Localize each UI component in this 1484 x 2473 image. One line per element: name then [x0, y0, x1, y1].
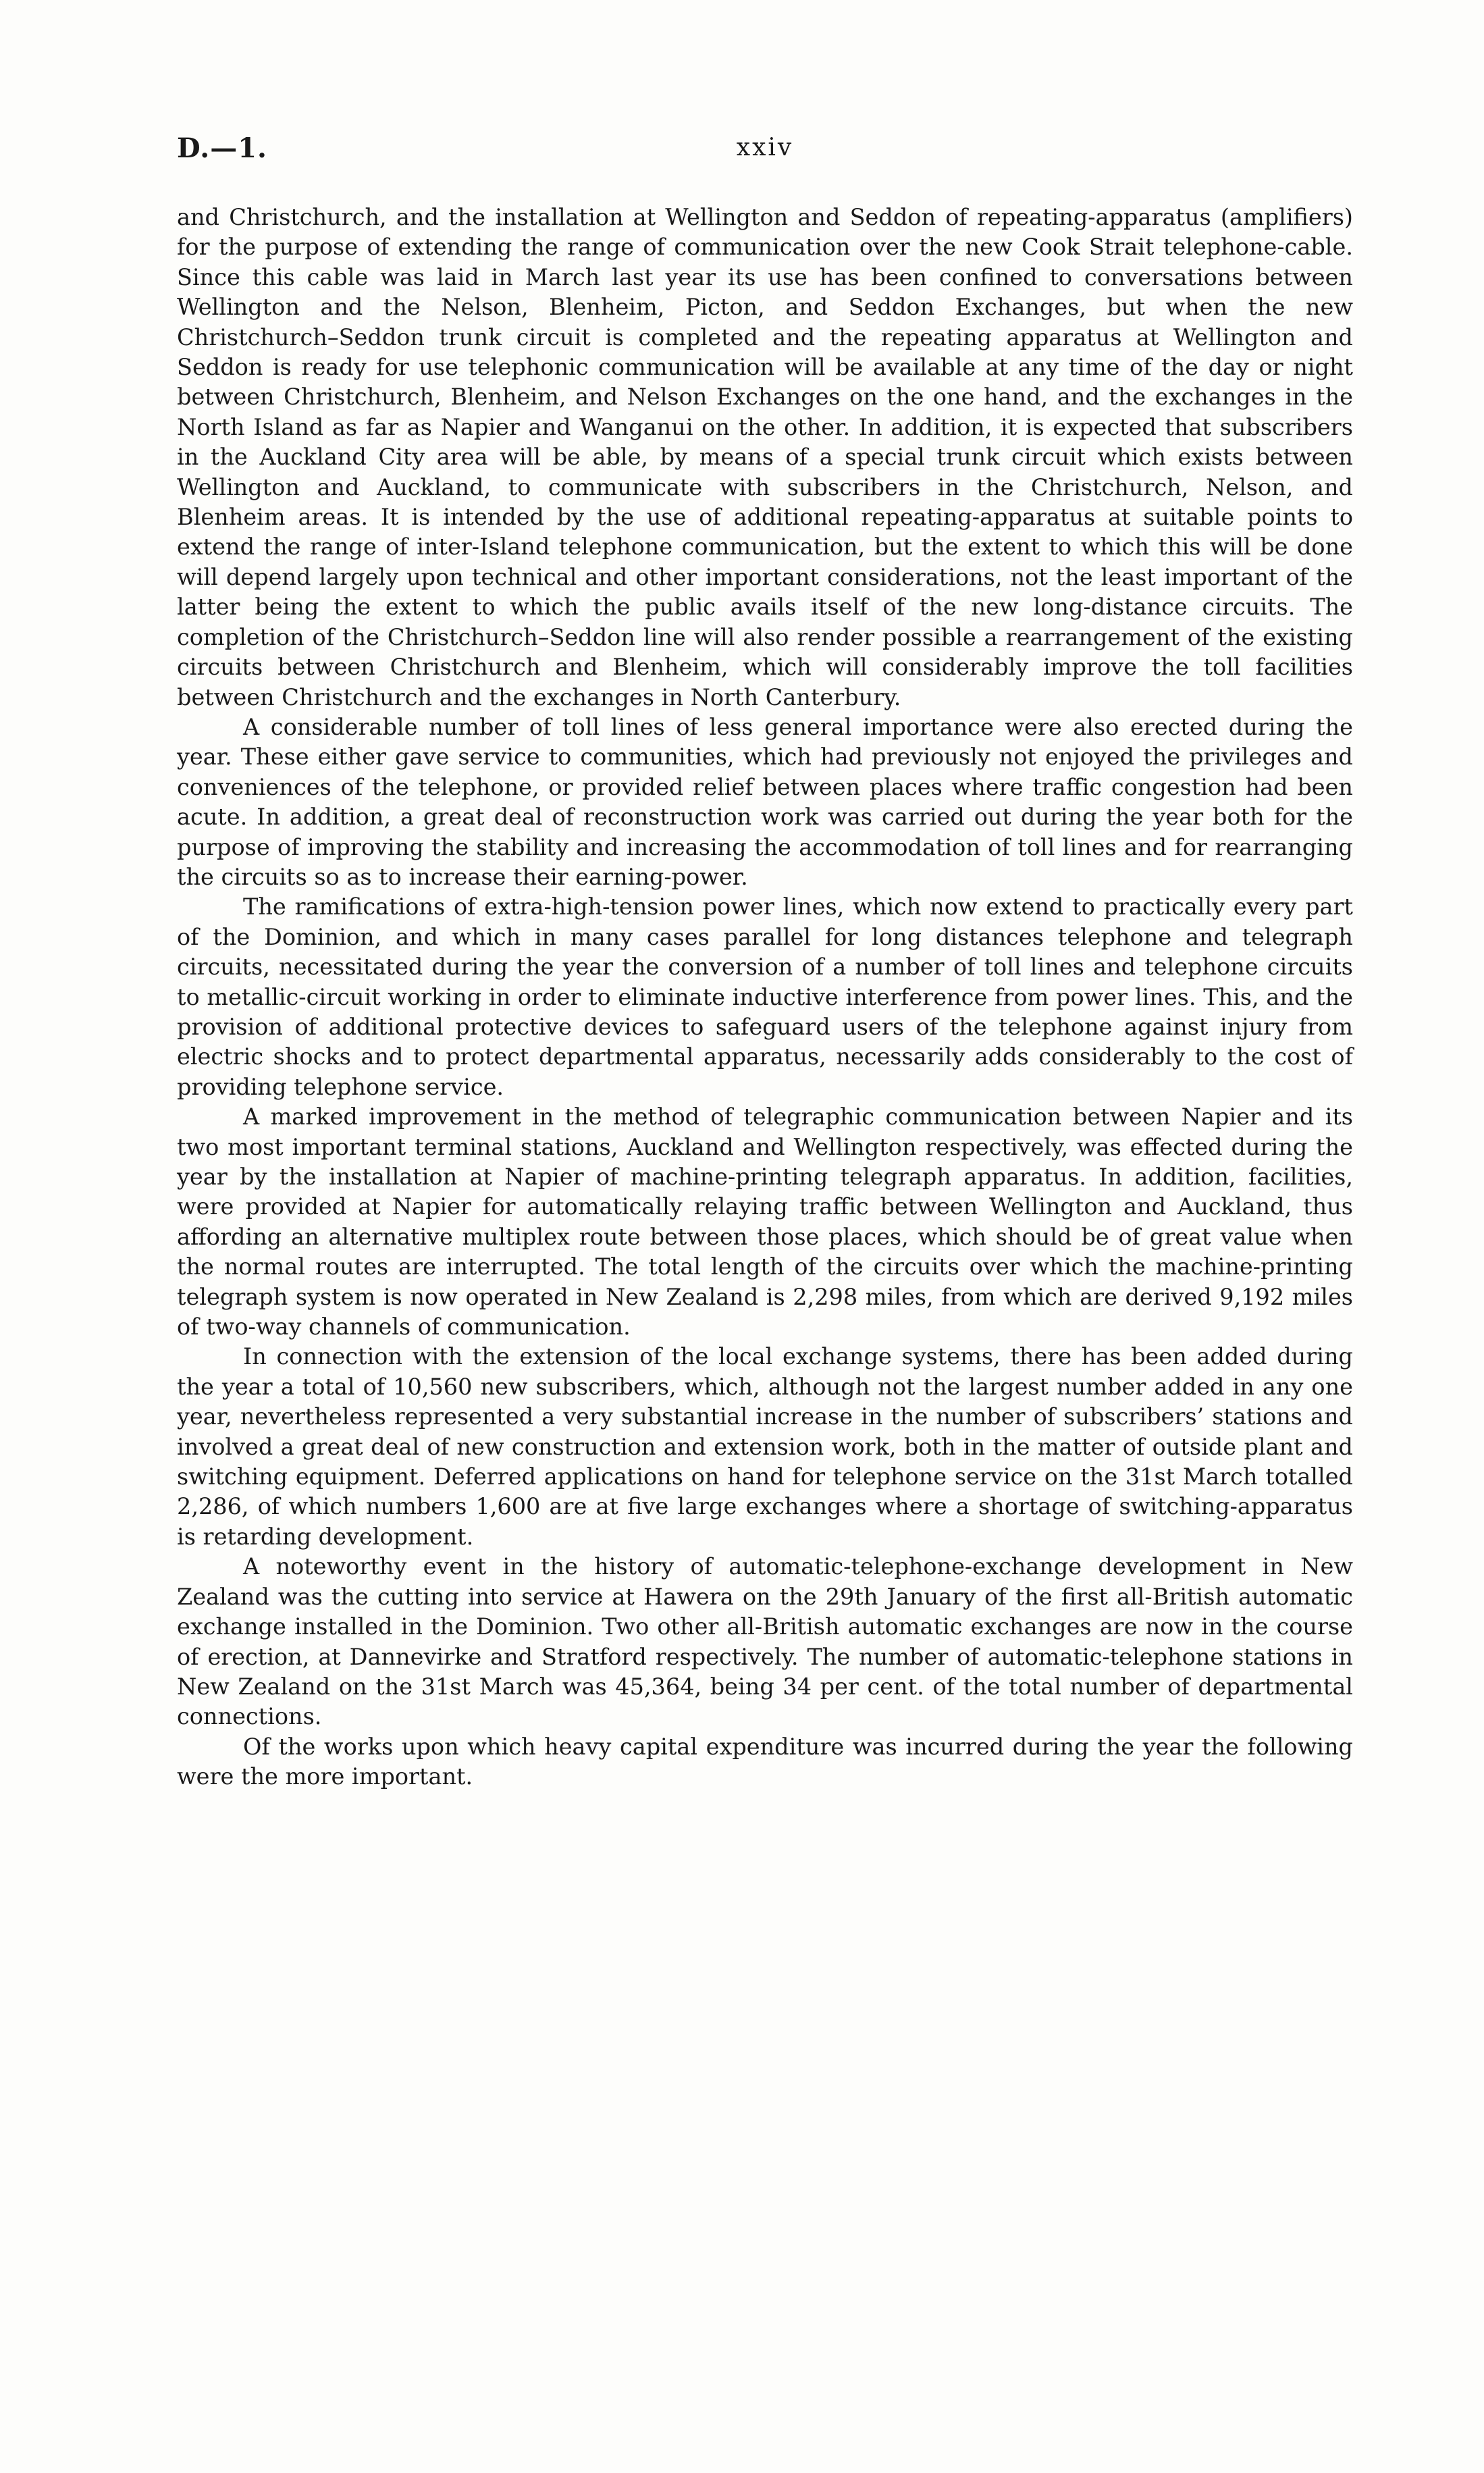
- paragraph: Of the works upon which heavy capital expenditure was incurred during the year the following were the more important.: [177, 1733, 1353, 1790]
- paragraph: A considerable number of toll lines of less general importance were also erected during the year. These either gave service to communities, which had previously not enjoyed the privileges and conveniences of the telephone, or provided relief between places where traffic congestion had been acute. In addition, a great deal of reconstruction work was carried out during the year both for the purpose of improving the stability and increasing the accommodation of toll lines and for rearranging the circuits so as to increase their earning-power.: [177, 713, 1353, 890]
- paragraph-continued: and Christchurch, and the installation at Wellington and Seddon of repeating-apparatus (amplifiers) for the purpose of extending the range of communication over the new Cook Strait telephone-cable. Since this cable was laid in March last year its use has been confined to conversations between Wellington and the Nelson, Blenheim, Picton, and Seddon Exchanges, but when the new Christchurch–Seddon trunk circuit is completed and the repeating apparatus at Wellington and Seddon is ready for use telephonic communication will be available at any time of the day or night between Christchurch, Blenheim, and Nelson Exchanges on the one hand, and the exchanges in the North Island as far as Napier and Wanganui on the other. In addition, it is expected that subscribers in the Auckland City area will be able, by means of a special trunk circuit which exists between Wellington and Auckland, to communicate with subscribers in the Christchurch, Nelson, and Blenheim areas. It is intended by the use of additional repeating-apparatus at suitable points to extend the range of inter-Island telephone communication, but the extent to which this will be done will depend largely upon technical and other important considerations, not the least important of the latter being the extent to which the public avails itself of the new long-distance circuits. The completion of the Christchurch–Seddon line will also render possible a rearrangement of the existing circuits between Christchurch and Blenheim, which will considerably improve the toll facilities between Christchurch and the exchanges in North Canterbury.: [177, 204, 1353, 710]
- paragraph: The ramifications of extra-high-tension power lines, which now extend to practically every part of the Dominion, and which in many cases parallel for long distances telephone and telegraph circuits, necessitated during the year the conversion of a number of toll lines and telephone circuits to metallic-circuit working in order to eliminate inductive interference from power lines. This, and the provision of additional protective devices to safeguard users of the telephone against injury from electric shocks and to protect departmental apparatus, necessarily adds considerably to the cost of providing telephone service.: [177, 893, 1353, 1100]
- page-number: xxiv: [736, 134, 794, 161]
- paragraph: A noteworthy event in the history of automatic-telephone-exchange development in New Zealand was the cutting into service at Hawera on the 29th January of the first all-British automatic exchange installed in the Dominion. Two other all-British automatic exchanges are now in the course of erection, at Dannevirke and Stratford respectively. The number of automatic-telephone stations in New Zealand on the 31st March was 45,364, being 34 per cent. of the total number of departmental connections.: [177, 1553, 1353, 1730]
- paragraph: In connection with the extension of the local exchange systems, there has been added during the year a total of 10,560 new subscribers, which, although not the largest number added in any one year, nevertheless represented a very substantial increase in the number of subscribers’ stations and involved a great deal of new construction and extension work, both in the matter of outside plant and switching equipment. Deferred applications on hand for telephone service on the 31st March totalled 2,286, of which numbers 1,600 are at five large exchanges where a shortage of switching-apparatus is retarding development.: [177, 1343, 1353, 1550]
- document-reference: D.—1.: [177, 132, 267, 164]
- body-text: [177, 203, 1353, 1792]
- paragraph: A marked improvement in the method of telegraphic communication between Napier and its two most important terminal stations, Auckland and Wellington respectively, was effected during the year by the installation at Napier of machine-printing telegraph apparatus. In addition, facilities, were provided at Napier for automatically relaying traffic between Wellington and Auckland, thus affording an alternative multiplex route between those places, which should be of great value when the normal routes are interrupted. The total length of the circuits over which the machine-printing telegraph system is now operated in New Zealand is 2,298 miles, from which are derived 9,192 miles of two-way channels of communication.: [177, 1103, 1353, 1340]
- page-header: [177, 132, 1353, 173]
